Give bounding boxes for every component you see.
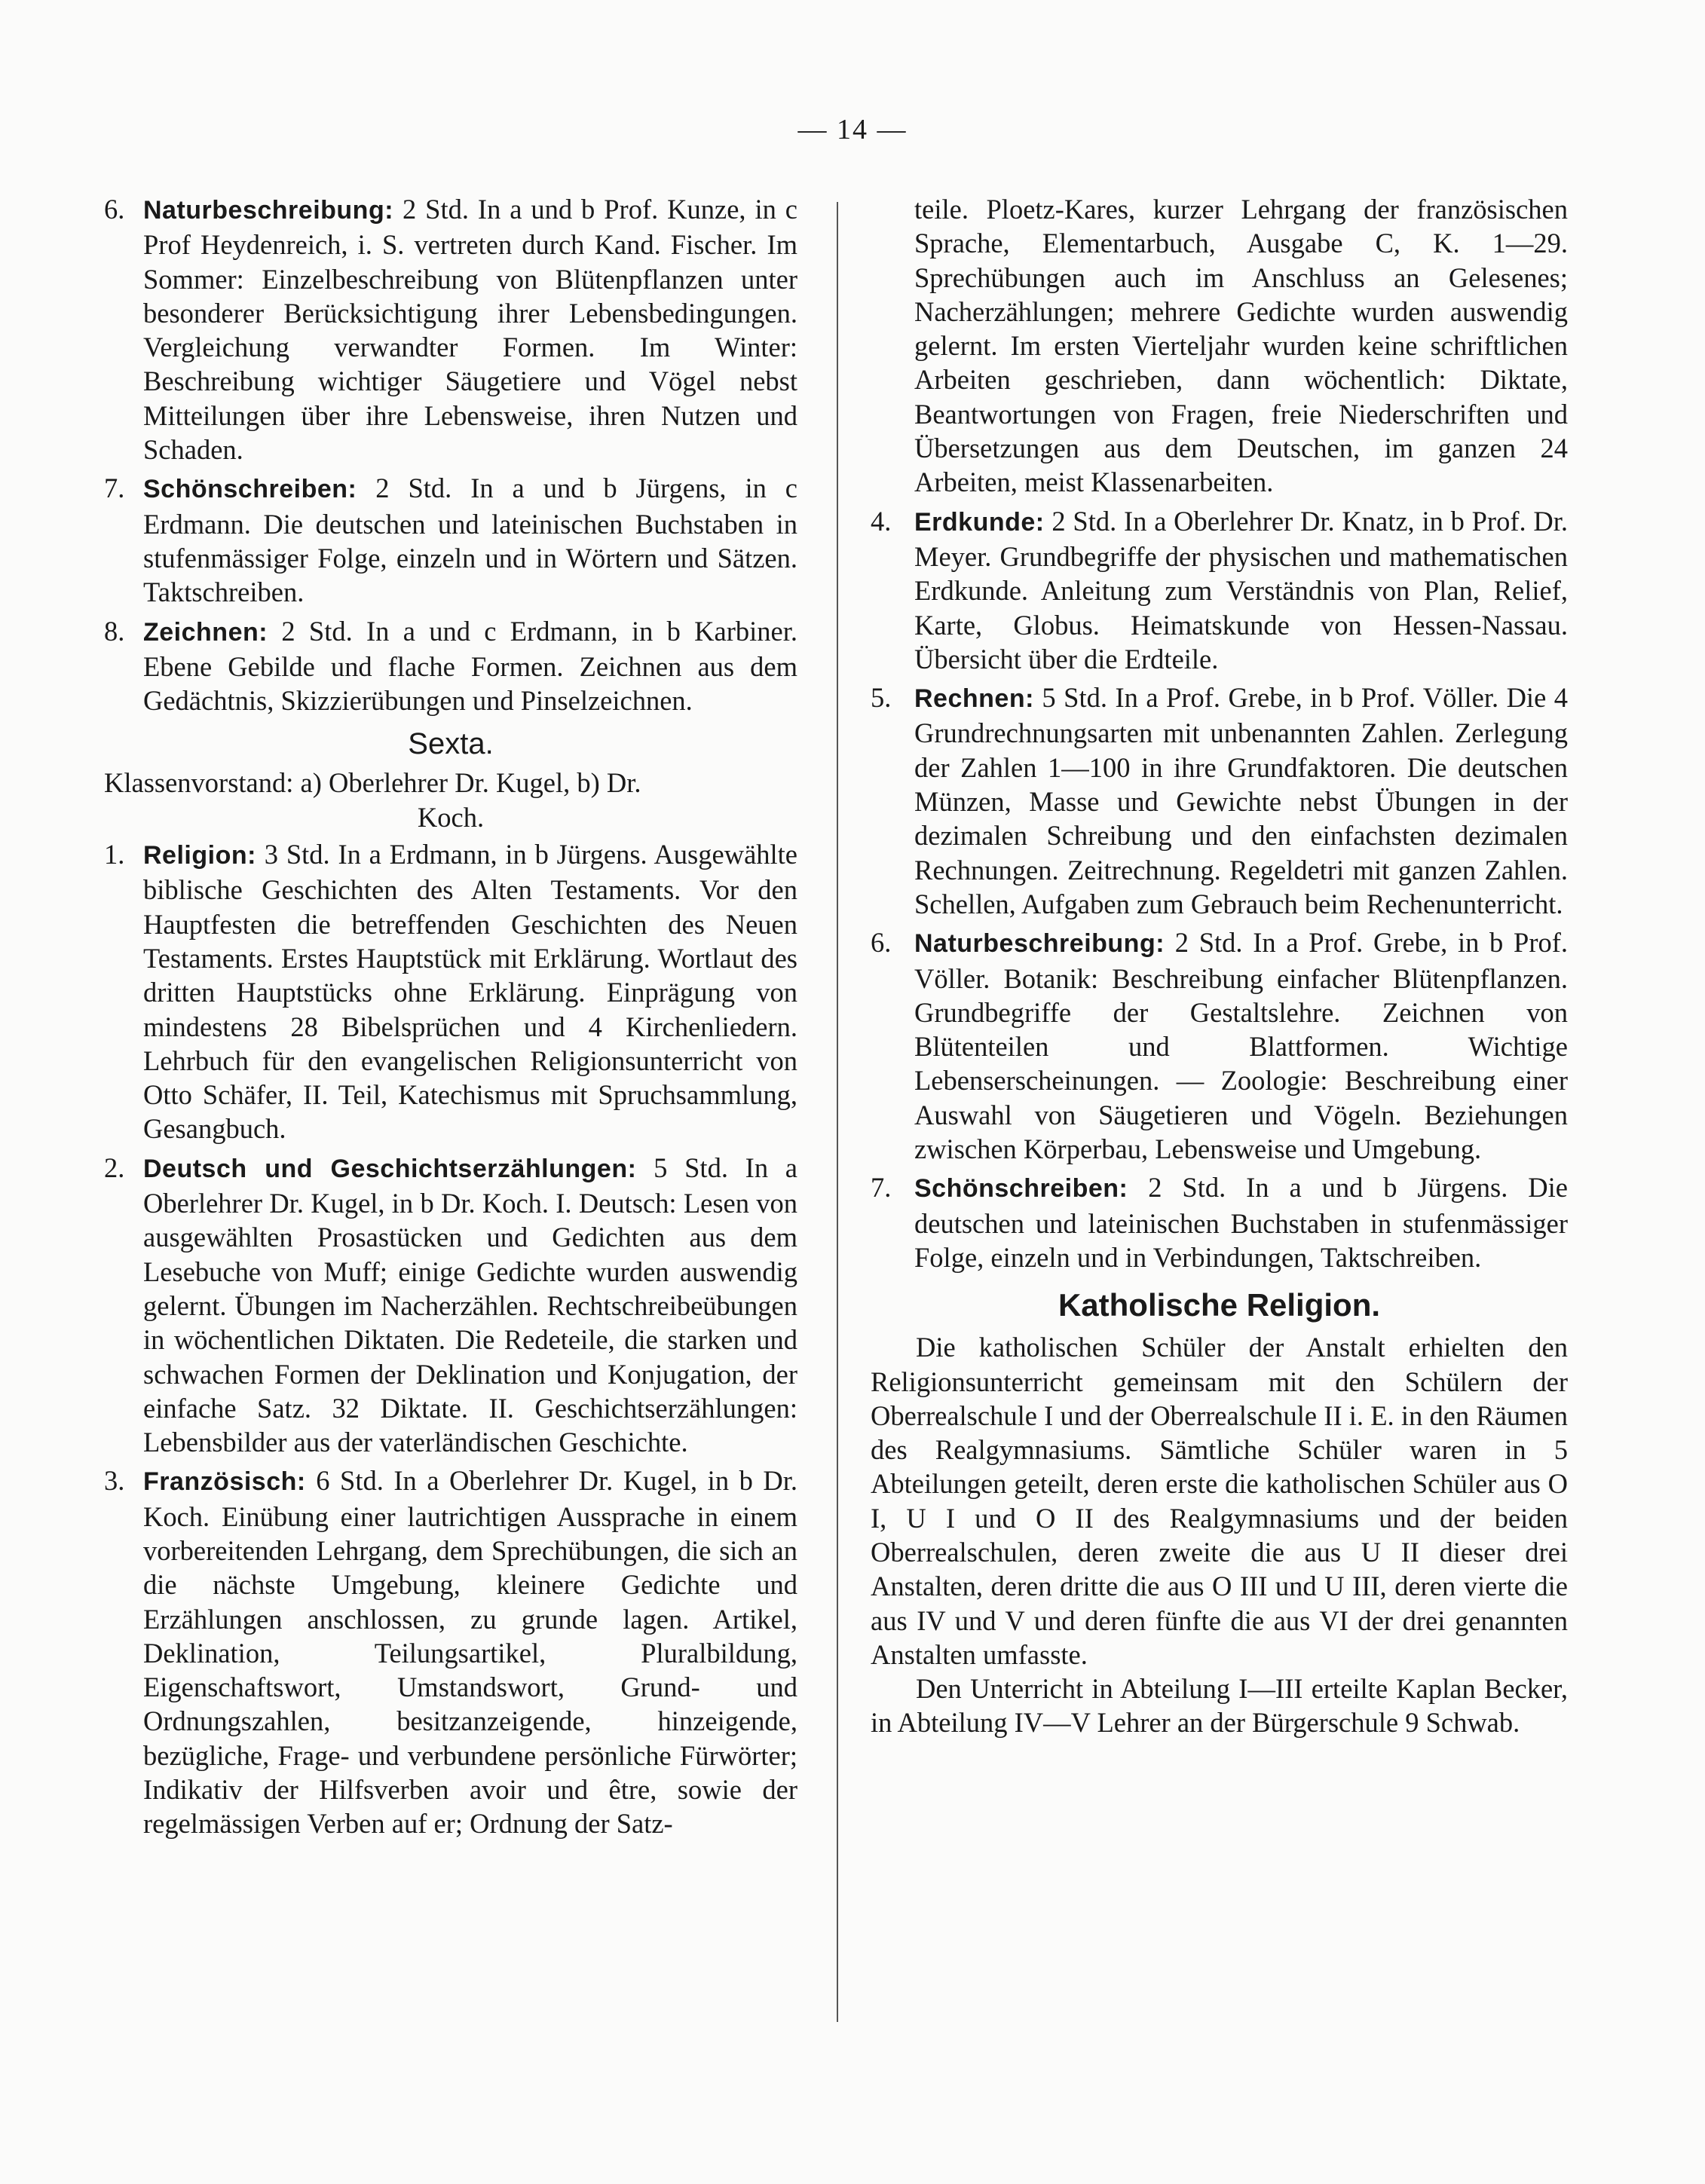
item-text: 2 Std. In a und b Prof. Kunze, in c Prof Heydenreich, i. S. vertreten durch Kand. Fischer. Im Sommer: Einzelbeschreibung von Blütenpflanzen unter besonderer Berücksichtigung ihrer Lebensbedingungen. Vergleichung verwandter Formen. Im Winter: Beschreibung wichtiger Säugetiere und Vögel nebst Mitteilungen über ihre Lebensweise, ihren Nutzen und Schaden.	[143, 194, 797, 466]
list-item	[104, 471, 797, 609]
list-item	[871, 681, 1568, 921]
list-item	[871, 1170, 1568, 1274]
item-title: Deutsch und Geschichtserzählungen:	[143, 1154, 637, 1183]
list-item	[104, 1464, 797, 1840]
item-number: 6.	[871, 927, 892, 959]
page-number: — 14 —	[797, 114, 908, 145]
list-item	[871, 925, 1568, 1166]
item-number: 6.	[104, 194, 125, 225]
item-title: Naturbeschreibung:	[143, 196, 394, 225]
list-item	[104, 614, 797, 718]
item-text: 2 Std. In a Oberlehrer Dr. Knatz, in b Prof. Dr. Meyer. Grundbegriffe der physischen und mathematischen Erdkunde. Anleitung zum Verständnis von Plan, Relief, Karte, Globus. Heimatskunde von Hessen-Nassau. Übersicht über die Erdteile.	[914, 505, 1569, 674]
item-text: 3 Std. In a Erdmann, in b Jürgens. Ausgewählte biblische Geschichten des Alten Testaments. Vor den Hauptfesten die betreffenden Geschichten des Neuen Testaments. Erstes Hauptstück mit Erklärung. Wortlaut des dritten Hauptstücks ohne Erklärung. Einprägung von mindestens 28 Bibelsprüchen und 4 Kirchenliedern. Lehrbuch für den evangelischen Religionsunterricht von Otto Schäfer, II. Teil, Katechismus mit Spruchsammlung, Gesangbuch.	[143, 839, 797, 1145]
item-title: Schönschreiben:	[914, 1174, 1128, 1204]
right-column	[871, 192, 1568, 1740]
continuation-text: teile. Ploetz-Kares, kurzer Lehrgang der französischen Sprache, Elementarbuch, Ausgabe C, K. 1—29. Sprechübungen auch im Anschluss an Gelesenes; Nacherzählungen; mehrere Gedichte wurden auswendig gelernt. Im ersten Vierteljahr wurden keine schriftlichen Arbeiten geschrieben, dann wöchentlich: Diktate, Beantwortungen von Fragen, freie Niederschriften und Übersetzungen aus dem Deutschen, im ganzen 24 Arbeiten, meist Klassenarbeiten.	[914, 194, 1568, 498]
item-title: Religion:	[143, 841, 256, 870]
klassenvorstand-end: Koch.	[417, 801, 485, 833]
item-number: 8.	[104, 615, 125, 647]
item-text: 5 Std. In a Prof. Grebe, in b Prof. Völler. Die 4 Grundrechnungsarten mit unbenannten Zahlen. Zerlegung der Zahlen 1—100 in ihre Grundfaktoren. Die deutschen Münzen, Masse und Gewichte nebst Übungen in der dezimalen Schreibung und den einfachsten dezimalen Rechnungen. Zeitrechnung. Regeldetri mit ganzen Zahlen. Schellen, Aufgaben zum Gebrauch beim Rechenunterricht.	[914, 682, 1569, 919]
paragraph: Den Unterricht in Abteilung I—III erteilte Kaplan Becker, in Abteilung IV—V Lehrer an der Bürgerschule 9 Schwab.	[871, 1673, 1568, 1739]
item-title: Rechnen:	[914, 684, 1034, 714]
list-item	[104, 192, 797, 466]
item-text: 2 Std. In a Prof. Grebe, in b Prof. Völler. Botanik: Beschreibung einfacher Blütenpflanzen. Grundbegriffe der Gestaltslehre. Zeichnen von Blütenteilen und Blattformen. Wichtige Lebenserscheinungen. — Zoologie: Beschreibung einer Auswahl von Säugetieren und Vögeln. Beziehungen zwischen Körperbau, Lebensweise und Umgebung.	[914, 927, 1569, 1165]
item-text: 2 Std. In a und c Erdmann, in b Karbiner. Ebene Gebilde und flache Formen. Zeichnen aus dem Gedächtnis, Skizzierübungen und Pinselzeichnen.	[143, 615, 797, 717]
item-title: Schönschreiben:	[143, 475, 357, 504]
item-number: 4.	[871, 505, 892, 537]
item-number: 3.	[104, 1465, 125, 1497]
list-item	[104, 1151, 797, 1460]
item-title: Erdkunde:	[914, 507, 1045, 537]
item-number: 1.	[104, 839, 125, 870]
item-text: 2 Std. In a und b Jürgens, in c Erdmann. Die deutschen und lateinischen Buchstaben in stufenmässiger Folge, einzeln und in Wörtern und Sätzen. Taktschreiben.	[143, 473, 797, 608]
klassenvorstand: Klassenvorstand: a) Oberlehrer Dr. Kugel, b) Dr.	[104, 767, 641, 799]
item-text: 6 Std. In a Oberlehrer Dr. Kugel, in b Dr. Koch. Einübung einer lautrichtigen Aussprache in einem vorbereitenden Lehrgang, dem Sprechübungen, die sich an die nächste Umgebung, kleinere Gedichte und Erzählungen anschlossen, zu grunde lagen. Artikel, Deklination, Teilungsartikel, Pluralbildung, Eigenschaftswort, Umstandswort, Grund- und Ordnungszahlen, besitzanzeigende, hinzeigende, bezügliche, Frage- und verbundene persönliche Fürwörter; Indikativ der Hilfsverben avoir und être, sowie der regelmässigen Verben auf er; Ordnung der Satz-	[143, 1465, 798, 1840]
left-column	[104, 192, 797, 1841]
list-item	[871, 504, 1568, 676]
item-text: 5 Std. In a Oberlehrer Dr. Kugel, in b Dr. Koch. I. Deutsch: Lesen von ausgewählten Prosastücken und Gedichten aus dem Lesebuche von Muff; einige Gedichte wurden auswendig gelernt. Übungen im Nacherzählen. Rechtschreibeübungen in wöchentlichen Diktaten. Die Redeteile, die starken und schwachen Formen der Deklination und Konjugation, der einfache Satz. 32 Diktate. II. Geschichtserzählungen: Lebensbilder aus der vaterländischen Geschichte.	[143, 1152, 798, 1458]
item-title: Zeichnen:	[143, 617, 268, 647]
item-number: 2.	[104, 1152, 125, 1183]
column-divider	[837, 202, 838, 2022]
item-number: 5.	[871, 682, 892, 714]
item-text: 2 Std. In a und b Jürgens. Die deutschen und lateinischen Buchstaben in stufenmässiger Folge, einzeln und in Verbindungen, Taktschreiben.	[914, 1172, 1569, 1273]
item-number: 7.	[104, 473, 125, 504]
item-title: Französisch:	[143, 1467, 306, 1497]
list-item	[104, 837, 797, 1146]
paragraph: Die katholischen Schüler der Anstalt erhielten den Religionsunterricht gemeinsam mit den Schülern der Oberrealschule I und der Oberrealschule II i. E. in den Räumen des Realgymnasiums. Sämtliche Schüler waren in 5 Abteilungen geteilt, deren erste die katholischen Schüler aus O I, U I und O II des Realgymnasiums und der beiden Oberrealschulen, deren zweite die aus U II dieser drei Anstalten, deren dritte die aus O III und U III, deren vierte die aus IV und V und deren fünfte die aus VI der drei genannten Anstalten umfasste.	[871, 1332, 1568, 1670]
item-number: 7.	[871, 1172, 892, 1204]
section-heading-katholische-religion: Katholische Religion.	[1058, 1287, 1381, 1323]
item-title: Naturbeschreibung:	[914, 929, 1165, 959]
section-heading-sexta: Sexta.	[408, 727, 494, 761]
